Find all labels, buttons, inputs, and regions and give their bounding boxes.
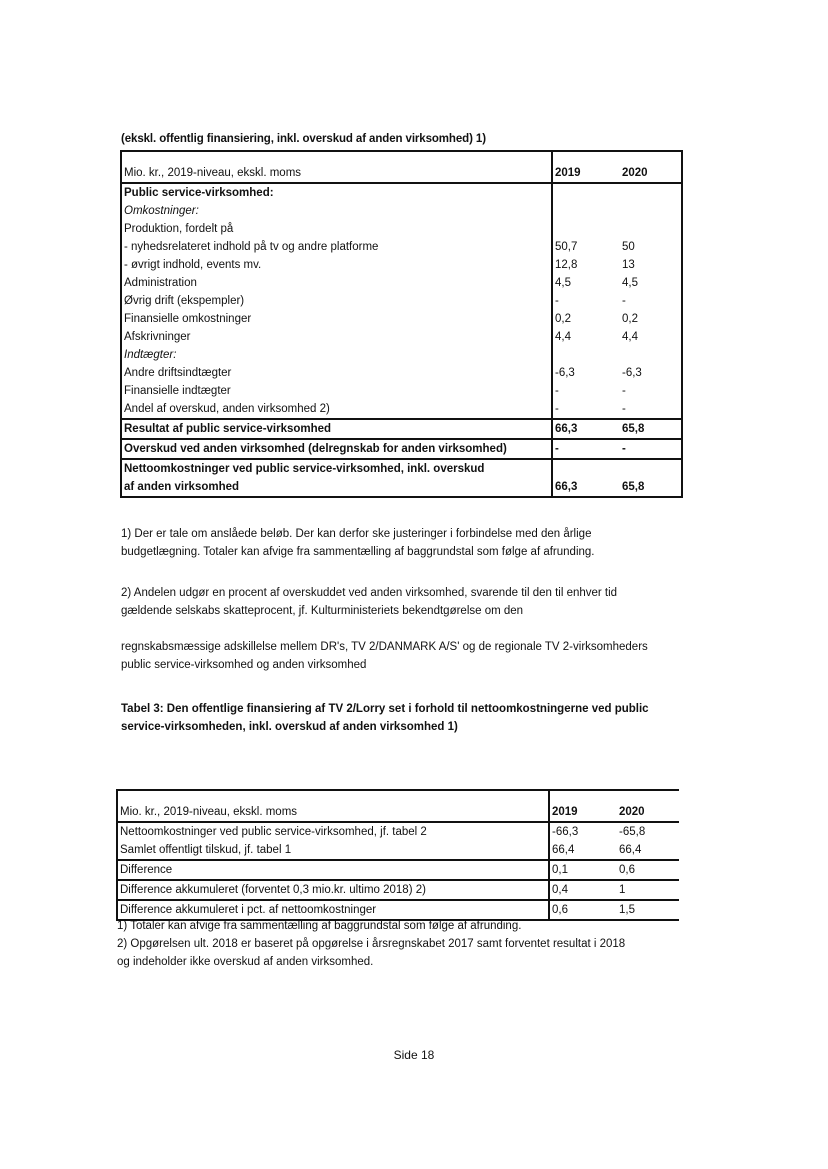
header-label: Mio. kr., 2019-niveau, ekskl. moms	[117, 790, 549, 822]
value-2019: -	[555, 385, 559, 397]
table-row	[117, 841, 679, 860]
table-row	[121, 202, 682, 220]
table-row	[117, 860, 679, 880]
note-line: public service-virksomhed og anden virksomhed	[121, 659, 367, 671]
value-2019: 50,7	[555, 241, 578, 253]
value-2020	[612, 202, 682, 220]
table-row	[121, 364, 682, 382]
table-row-net-costs	[121, 459, 682, 478]
value-2020: 0,2	[612, 310, 682, 328]
table-row	[121, 256, 682, 274]
row-label: Administration	[121, 274, 552, 292]
table3-notes	[117, 917, 677, 971]
value-2019	[552, 459, 612, 478]
table-row	[121, 328, 682, 346]
value-2019	[552, 183, 612, 202]
value-2019	[552, 346, 612, 364]
value-2020	[612, 183, 682, 202]
row-label: Resultat af public service-virksomhed	[121, 419, 552, 439]
row-label: Difference akkumuleret i pct. af nettoomkostninger	[117, 900, 549, 920]
table-row	[121, 274, 682, 292]
value-2020	[612, 459, 682, 478]
value-2019	[552, 202, 612, 220]
row-label: - øvrigt indhold, events mv.	[121, 256, 552, 274]
table-row-net-costs-cont	[121, 478, 682, 497]
value-2020: -	[612, 439, 682, 459]
value-2020: -	[612, 292, 682, 310]
value-2020: 50	[612, 238, 682, 256]
note-2-continued	[121, 638, 681, 674]
table-row	[121, 400, 682, 419]
row-label: Difference	[117, 860, 549, 880]
header-2019: 2019	[552, 151, 612, 183]
row-label: Nettoomkostninger ved public service-virksomhed, jf. tabel 2	[117, 822, 549, 841]
value-2020: 4,4	[612, 328, 682, 346]
table-header-row	[117, 790, 679, 822]
note-line: 1) Der er tale om anslåede beløb. Der kan derfor ske justeringer i forbindelse med den årlige	[121, 528, 592, 540]
header-label: Mio. kr., 2019-niveau, ekskl. moms	[121, 151, 552, 183]
note-line: og indeholder ikke overskud af anden virksomhed.	[117, 956, 374, 968]
value-2019: 0,4	[549, 880, 609, 900]
value-2019: 4,4	[555, 331, 571, 343]
table-row	[121, 238, 682, 256]
row-label: Andre driftsindtægter	[121, 364, 552, 382]
note-line: 2) Opgørelsen ult. 2018 er baseret på opgørelse i årsregnskabet 2017 samt forventet resultat i 2018	[117, 938, 626, 950]
value-2019: 66,3	[552, 478, 612, 497]
value-2020: -6,3	[612, 364, 682, 382]
table3-public-financing	[116, 789, 679, 921]
title-line: service-virksomheden, inkl. overskud af anden virksomhed 1)	[121, 721, 458, 733]
value-2020	[612, 346, 682, 364]
table-row-other-surplus	[121, 439, 682, 459]
table-row	[121, 220, 682, 238]
value-2019: 12,8	[555, 259, 578, 271]
row-label: Finansielle omkostninger	[121, 310, 552, 328]
row-label: Overskud ved anden virksomhed (delregnskab for anden virksomhed)	[121, 439, 552, 459]
row-label: Finansielle indtægter	[121, 382, 552, 400]
row-label: Øvrig drift (ekspempler)	[121, 292, 552, 310]
note-line: budgetlægning. Totaler kan afvige fra sammentælling af baggrundstal som følge af afrunding.	[121, 546, 595, 558]
table-row	[121, 292, 682, 310]
row-label: Produktion, fordelt på	[121, 220, 552, 238]
note-line: gældende selskabs skatteprocent, jf. Kulturministeriets bekendtgørelse om den	[121, 605, 524, 617]
value-2020: 1	[609, 880, 679, 900]
value-2020: 13	[612, 256, 682, 274]
value-2020: -65,8	[619, 826, 646, 838]
value-2020: 65,8	[612, 419, 682, 439]
note-line: 1) Totaler kan afvige fra sammentælling af baggrundstal som følge af afrunding.	[117, 920, 522, 932]
table-row	[121, 382, 682, 400]
value-2019: 0,2	[555, 313, 571, 325]
value-2020: 0,6	[609, 860, 679, 880]
value-2019: 0,1	[549, 860, 609, 880]
header-2020: 2020	[609, 790, 679, 822]
value-2020: 66,4	[619, 844, 642, 856]
value-2019	[552, 220, 612, 238]
note-2	[121, 584, 681, 620]
value-2019: 0,6	[549, 900, 609, 920]
row-label: Nettoomkostninger ved public service-virksomhed, inkl. overskud	[121, 459, 552, 478]
row-label: af anden virksomhed	[121, 478, 552, 497]
note-1	[121, 525, 681, 561]
row-label: Afskrivninger	[121, 328, 552, 346]
table-row-result	[121, 419, 682, 439]
value-2019: 66,4	[552, 844, 575, 856]
value-2020: -	[612, 382, 682, 400]
value-2019: 4,5	[555, 277, 571, 289]
note-line: regnskabsmæssige adskillelse mellem DR's, TV 2/DANMARK A/S' og de regionale TV 2-virksomheders	[121, 641, 648, 653]
table-row	[121, 310, 682, 328]
value-2019: -	[555, 403, 559, 415]
page-number: Side 18	[393, 1048, 435, 1062]
value-2020	[612, 220, 682, 238]
table2-caption: (ekskl. offentlig finansiering, inkl. overskud af anden virksomhed) 1)	[121, 133, 486, 145]
table3-title	[121, 700, 681, 736]
row-label: - nyhedsrelateret indhold på tv og andre platforme	[121, 238, 552, 256]
value-2020: -	[612, 400, 682, 419]
row-label: Samlet offentligt tilskud, jf. tabel 1	[117, 841, 549, 860]
row-label: Indtægter:	[121, 346, 552, 364]
row-label: Omkostninger:	[121, 202, 552, 220]
value-2019: -6,3	[555, 367, 575, 379]
header-2020: 2020	[612, 151, 682, 183]
table-row	[117, 822, 679, 841]
value-2019: -	[552, 439, 612, 459]
value-2020: 4,5	[612, 274, 682, 292]
note-line: 2) Andelen udgør en procent af overskuddet ved anden virksomhed, svarende til den til enhver tid	[121, 587, 618, 599]
table-header-row	[121, 151, 682, 183]
value-2019: -	[555, 295, 559, 307]
row-label: Andel af overskud, anden virksomhed 2)	[121, 400, 552, 419]
value-2019: 66,3	[552, 419, 612, 439]
table-row	[117, 880, 679, 900]
row-label: Difference akkumuleret (forventet 0,3 mio.kr. ultimo 2018) 2)	[117, 880, 549, 900]
table2-public-service-costs	[120, 150, 683, 498]
title-line: Tabel 3: Den offentlige finansiering af TV 2/Lorry set i forhold til nettoomkostningerne ved public	[121, 703, 649, 715]
value-2019: -66,3	[552, 826, 579, 838]
value-2020: 65,8	[612, 478, 682, 497]
value-2020: 1,5	[609, 900, 679, 920]
table-row	[121, 183, 682, 202]
row-label: Public service-virksomhed:	[121, 183, 552, 202]
table-row	[121, 346, 682, 364]
header-2019: 2019	[549, 790, 609, 822]
